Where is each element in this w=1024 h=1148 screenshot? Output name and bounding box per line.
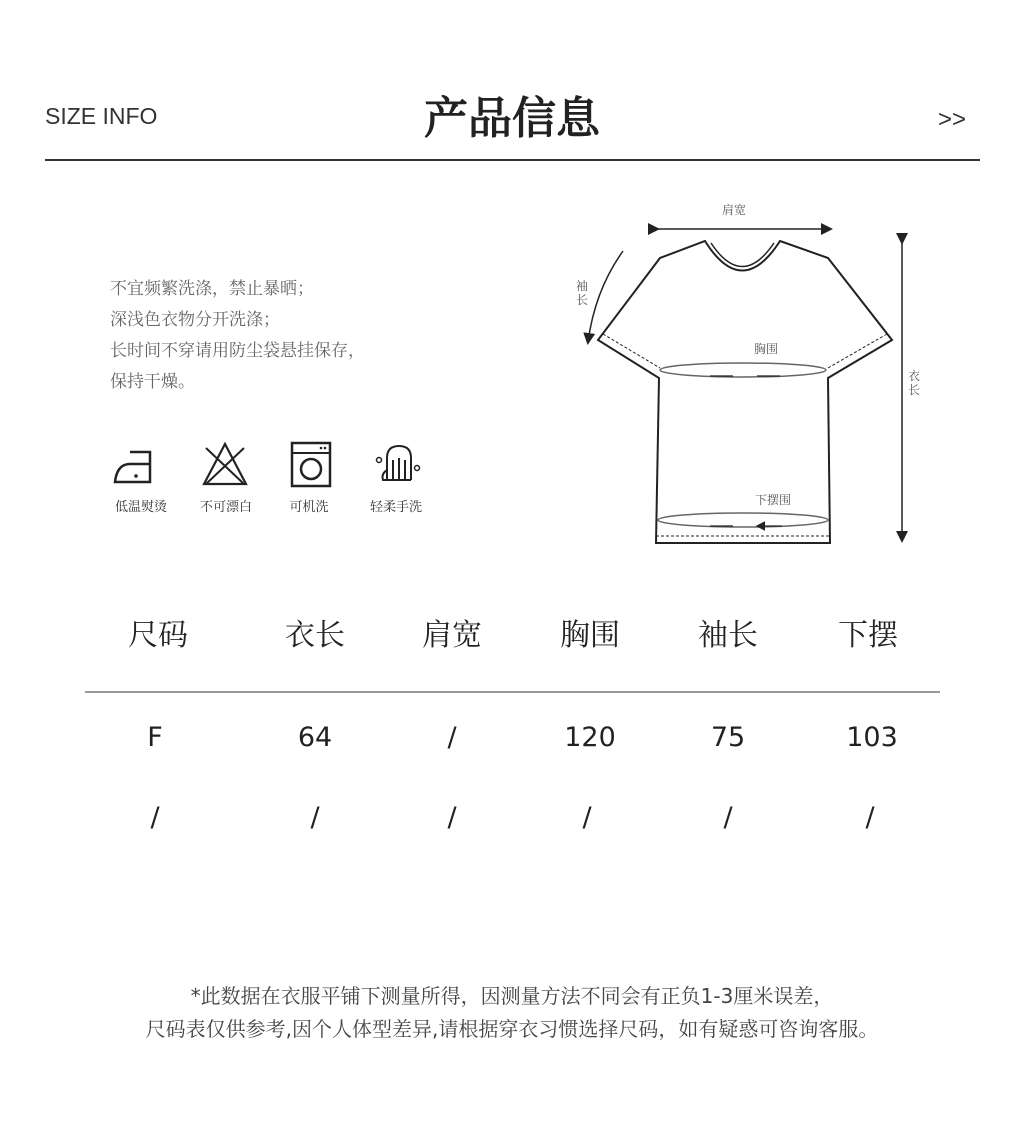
sleeve-label: 长 <box>576 293 589 307</box>
table-cell: / <box>582 802 592 833</box>
hem-label: 下摆围 <box>755 493 792 507</box>
table-cell: 120 <box>564 722 616 753</box>
table-header: 衣长 <box>285 618 345 653</box>
length-label: 衣 <box>908 369 921 383</box>
table-cell: / <box>447 722 457 753</box>
shoulder-label: 肩宽 <box>722 203 747 217</box>
footer-note: *此数据在衣服平铺下测量所得，因测量方法不同会有正负1-3厘米误差， <box>190 984 834 1008</box>
care-line: 不宜频繁洗涤，禁止暴晒； <box>110 279 314 299</box>
sleeve-label: 袖 <box>576 279 589 293</box>
icon-label: 可机洗 <box>289 500 329 515</box>
length-label: 长 <box>908 383 921 397</box>
chest-label: 胸围 <box>754 342 779 356</box>
table-cell: / <box>150 802 160 833</box>
table-header: 下摆 <box>838 618 898 653</box>
table-cell: / <box>447 802 457 833</box>
table-header: 胸围 <box>560 618 620 653</box>
table-cell: / <box>865 802 875 833</box>
page-title: 产品信息 <box>424 93 600 144</box>
section-title-english: SIZE INFO <box>45 103 158 129</box>
table-header: 肩宽 <box>422 618 482 653</box>
hem-ellipse <box>658 513 828 527</box>
icon-label: 轻柔手洗 <box>369 500 422 515</box>
care-line: 深浅色衣物分开洗涤； <box>110 310 280 330</box>
icon-label: 低温熨烫 <box>114 500 167 515</box>
care-line: 保持干燥。 <box>110 372 195 392</box>
chest-ellipse <box>660 363 826 377</box>
table-cell: / <box>723 802 733 833</box>
table-divider <box>85 691 940 693</box>
more-arrow[interactable]: >> <box>938 106 967 133</box>
table-cell: 64 <box>297 722 333 753</box>
table-header: 尺码 <box>128 618 188 653</box>
footer-note: 尺码表仅供参考,因个人体型差异,请根据穿衣习惯选择尺码，如有疑惑可咨询客服。 <box>145 1017 879 1041</box>
tshirt-icon <box>598 241 892 543</box>
table-cell: F <box>147 722 163 753</box>
sleeve-arrow <box>588 251 623 342</box>
table-header: 袖长 <box>698 618 758 653</box>
table-cell: / <box>310 802 320 833</box>
table-cell: 103 <box>846 722 898 753</box>
care-line: 长时间不穿请用防尘袋悬挂保存， <box>110 341 365 361</box>
icon-label: 不可漂白 <box>199 500 252 515</box>
table-cell: 75 <box>710 722 746 753</box>
